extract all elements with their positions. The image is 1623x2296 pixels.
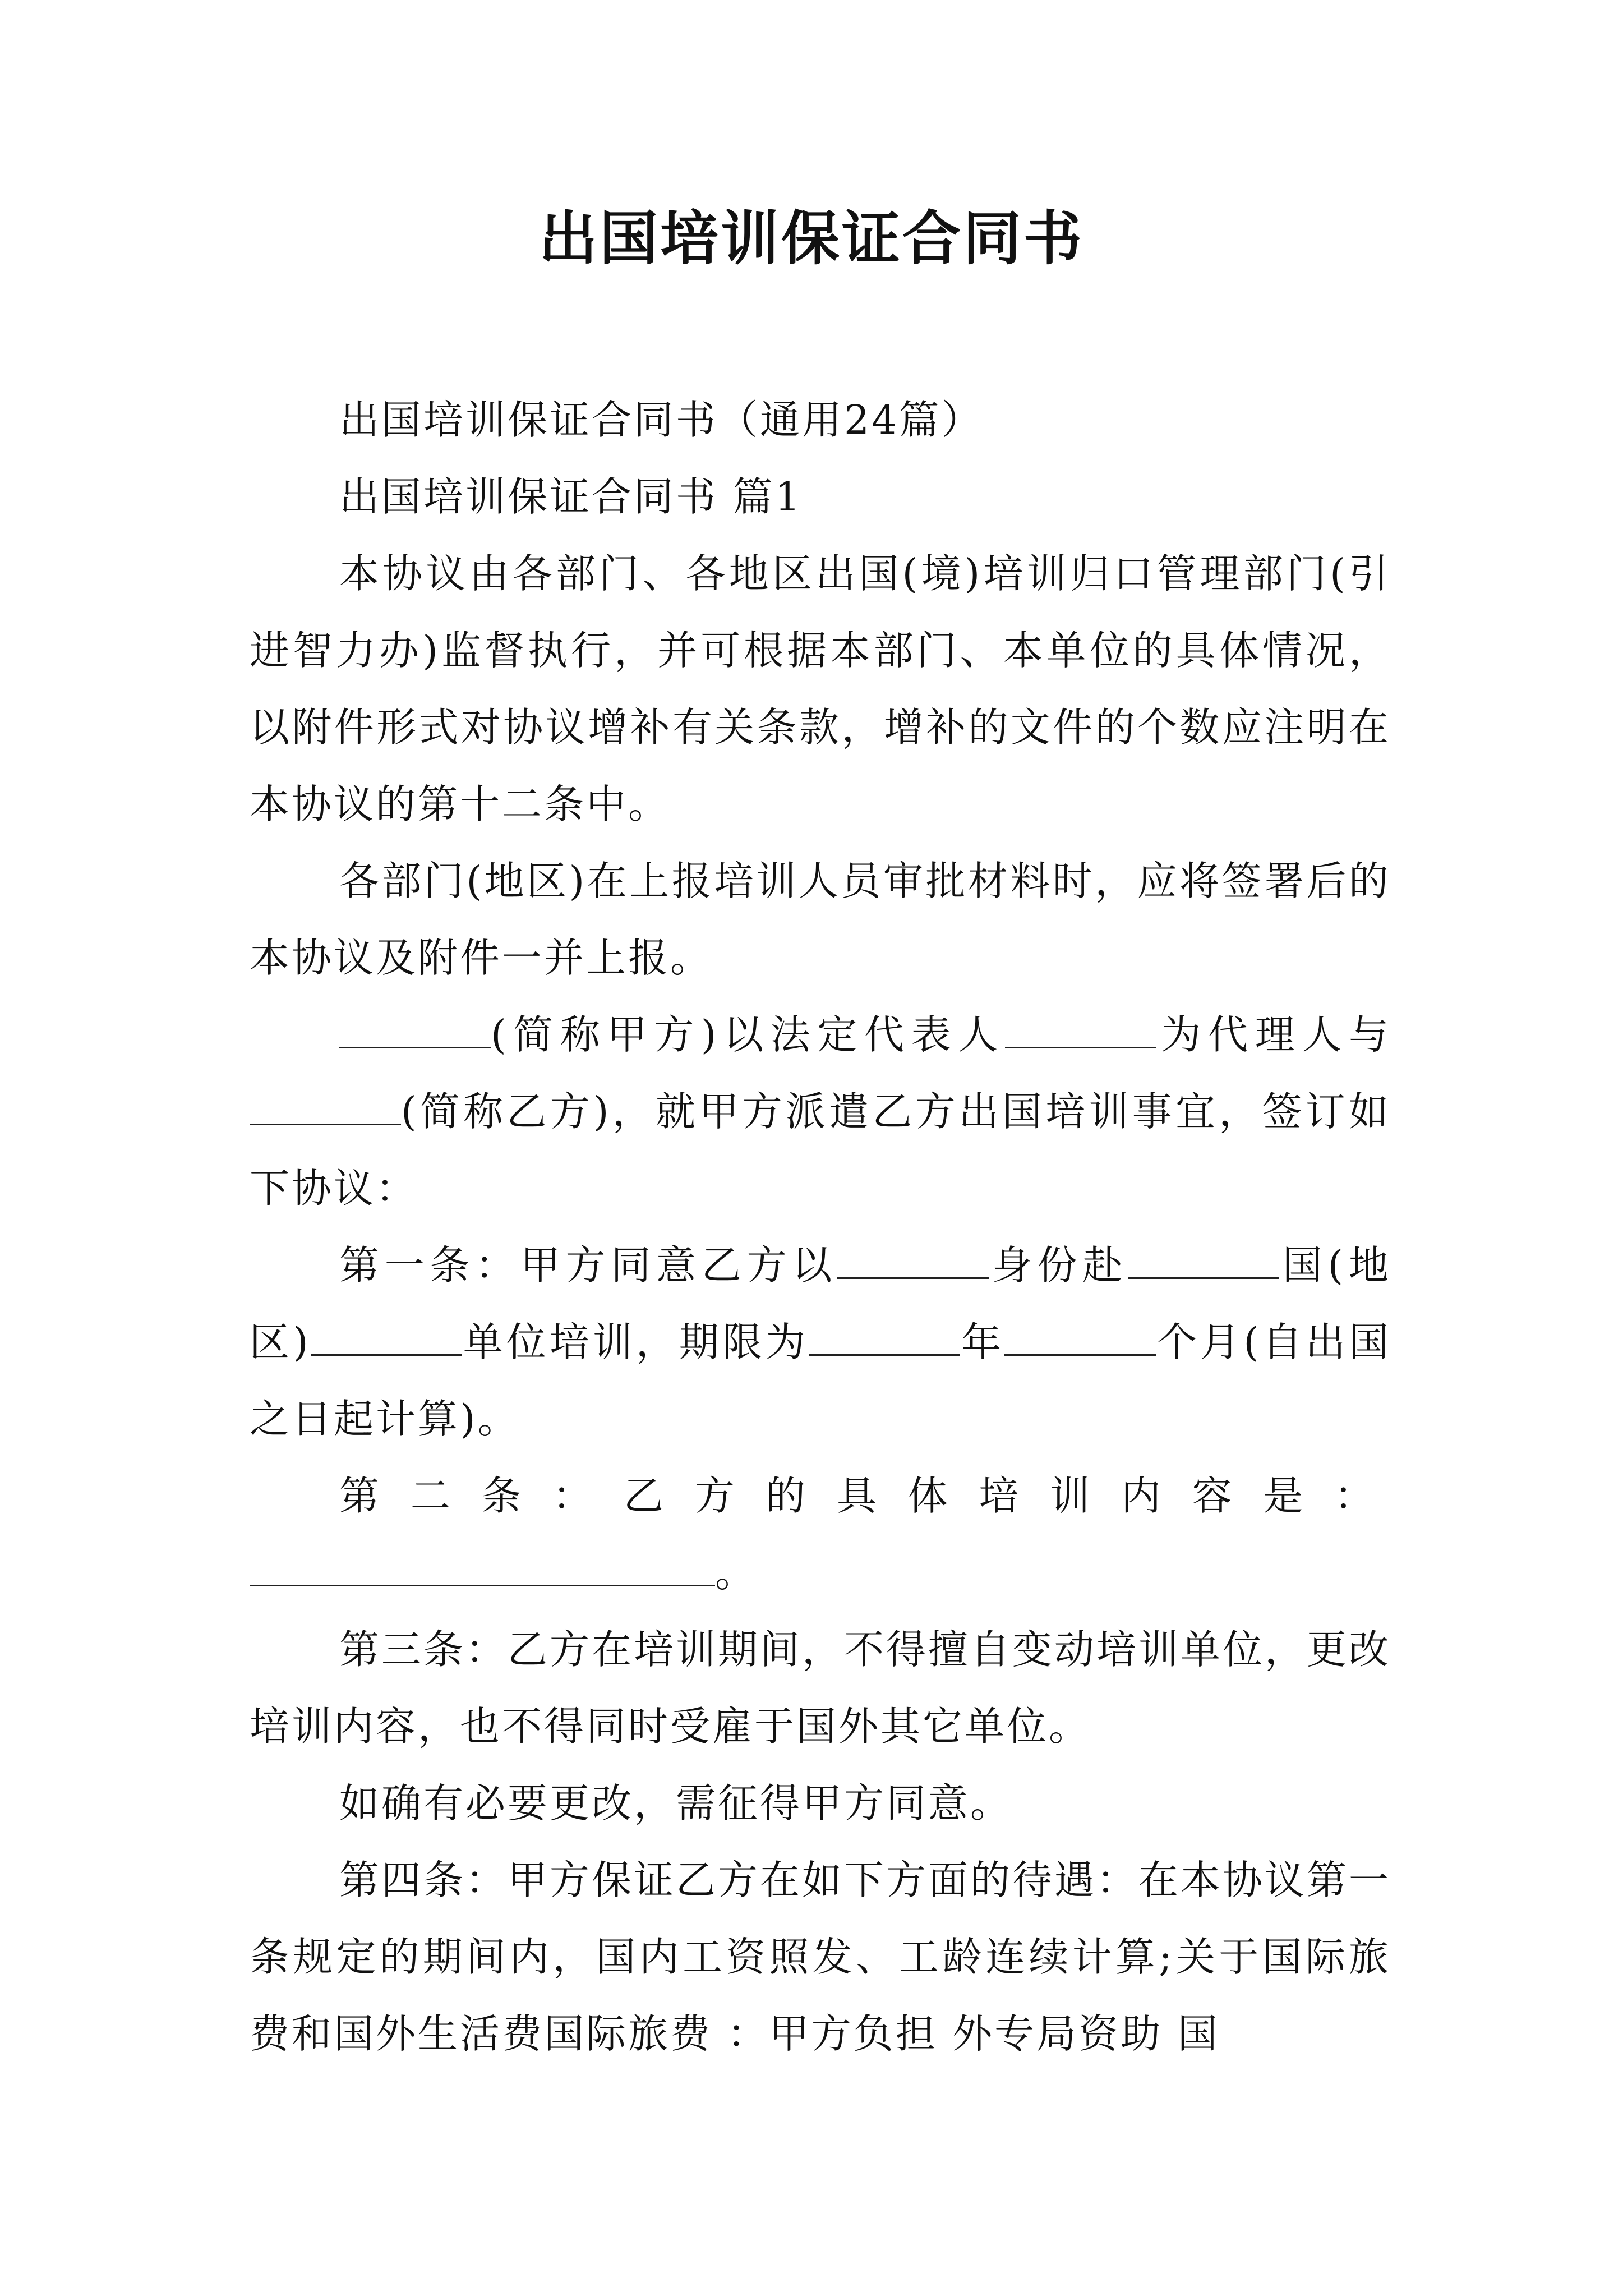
blank-party-a: [339, 1007, 491, 1048]
blank-party-b: [250, 1084, 401, 1125]
section-heading: 出国培训保证合同书 篇1: [339, 473, 803, 520]
article-1-text-4: 单位培训，期限为: [462, 1319, 809, 1365]
article-3-note: 如确有必要更改，需征得甲方同意。: [339, 1780, 1013, 1826]
parties-text-2: 为代理人与: [1156, 1011, 1391, 1058]
blank-training-content: [250, 1545, 715, 1586]
blank-months: [1004, 1315, 1156, 1356]
blank-years: [809, 1315, 960, 1356]
paragraph-submission: 各部门(地区)在上报培训人员审批材料时，应将签署后的本协议及附件一并上报。: [250, 858, 1391, 981]
article-1-text-1: 第一条：甲方同意乙方以: [339, 1242, 838, 1289]
article-1-text-3: 国(地区): [250, 1242, 1391, 1365]
document-subtitle: 出国培训保证合同书（通用24篇）: [339, 397, 984, 443]
paragraph-parties: [250, 996, 1391, 1227]
parties-text-1: (简称甲方)以法定代表人: [491, 1011, 1005, 1058]
article-2-text-2: 。: [715, 1549, 772, 1596]
blank-identity: [837, 1238, 989, 1279]
article-3: 第三条：乙方在培训期间，不得擅自变动培训单位，更改培训内容，也不得同时受雇于国外其它单位。: [250, 1626, 1391, 1750]
blank-legal-representative: [1005, 1007, 1156, 1048]
article-1: [250, 1227, 1391, 1457]
paragraph-intro: 本协议由各部门、各地区出国(境)培训归口管理部门(引进智力办)监督执行，并可根据本部门、本单位的具体情况，以附件形式对协议增补有关条款，增补的文件的个数应注明在本协议的第十二条中。: [250, 550, 1391, 827]
article-2-text-1: 第二条：乙方的具体培训内容是：: [339, 1473, 1391, 1519]
blank-country: [1128, 1238, 1279, 1279]
article-4: 第四条：甲方保证乙方在如下方面的待遇：在本协议第一条规定的期间内，国内工资照发、工龄连续计算;关于国际旅费和国外生活费国际旅费 ：甲方负担 外专局资助 国: [250, 1857, 1391, 2057]
parties-text-3: (简称乙方)，就甲方派遣乙方出国培训事宜，签订如下协议：: [250, 1088, 1391, 1212]
blank-unit: [311, 1315, 462, 1356]
document-body: [250, 381, 1391, 2072]
article-1-text-2: 身份赴: [989, 1242, 1128, 1289]
article-1-text-6: 个月(自出国之日起计算)。: [250, 1319, 1391, 1442]
article-1-text-5: 年: [960, 1319, 1005, 1365]
document-title: 出国培训保证合同书: [538, 204, 1084, 273]
article-2: [250, 1457, 1391, 1611]
